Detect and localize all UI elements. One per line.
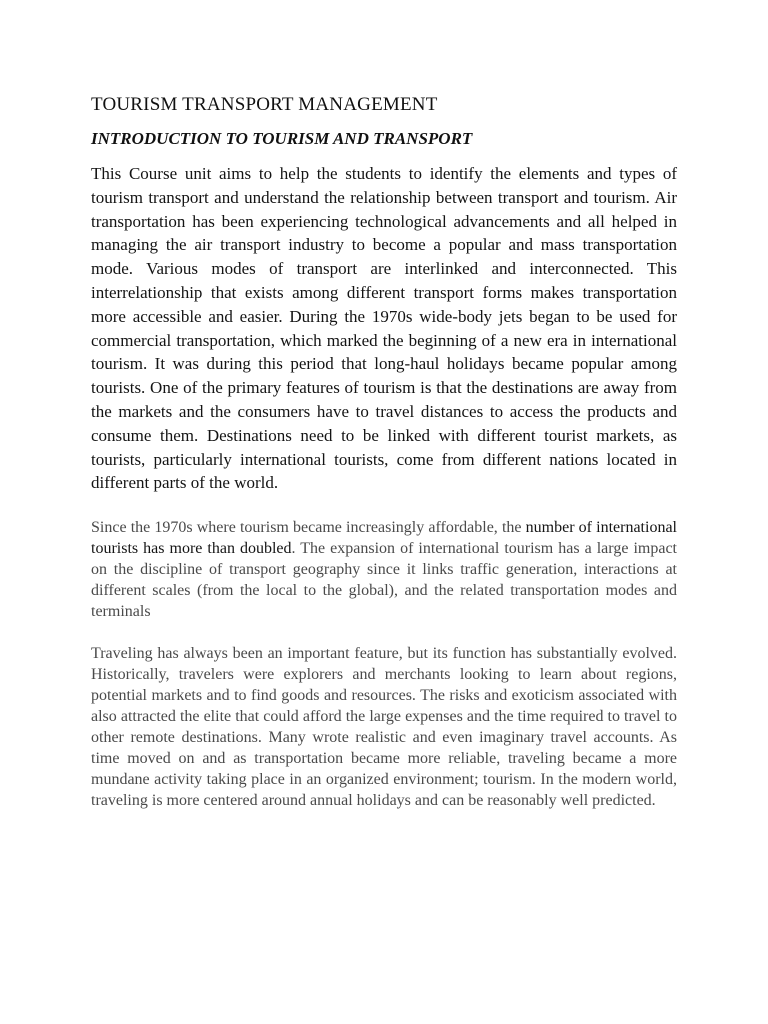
- paragraph-highlight-text: number of international tourists has more than doubled: [91, 519, 677, 558]
- document-body: [91, 92, 677, 811]
- paragraph-international-tourism: [91, 517, 677, 622]
- paragraph-lead-text: Since the 1970s where tourism became increasingly affordable, the: [91, 519, 526, 537]
- paragraph-intro: This Course unit aims to help the students to identify the elements and types of tourism transport and understand the relationship between transport and tourism. Air transportation has been experiencing technological advancements and all helped in managing the air transport industry to become a popular and mass transportation mode. Various modes of transport are interlinked and interconnected. This interrelationship that exists among different transport forms makes transportation more accessible and easier. During the 1970s wide-body jets began to be used for commercial transportation, which marked the beginning of a new era in international tourism. It was during this period that long-haul holidays became popular among tourists. One of the primary features of tourism is that the destinations are away from the markets and the consumers have to travel distances to access the products and consume them. Destinations need to be linked with different tourist markets, as tourists, particularly international tourists, come from different nations located in different parts of the world.: [91, 164, 677, 493]
- document-title: TOURISM TRANSPORT MANAGEMENT: [91, 94, 438, 115]
- paragraph-history-of-travel: Traveling has always been an important feature, but its function has substantially evolved. Historically, travelers were explorers and merchants looking to learn about regions, potential markets and to find goods and resources. The risks and exoticism associated with also attracted the elite that could afford the large expenses and the time required to travel to other remote destinations. Many wrote realistic and even imaginary travel accounts. As time moved on and as transportation became more reliable, traveling became a more mundane activity taking place in an organized environment; tourism. In the modern world, traveling is more centered around annual holidays and can be reasonably well predicted.: [91, 645, 677, 810]
- paragraph-rest-text: . The expansion of international tourism has a large impact on the discipline of transport geography since it links traffic generation, interactions at different scales (from the local to the global), and the related transportation modes and terminals: [91, 540, 677, 621]
- section-heading: INTRODUCTION TO TOURISM AND TRANSPORT: [91, 129, 473, 148]
